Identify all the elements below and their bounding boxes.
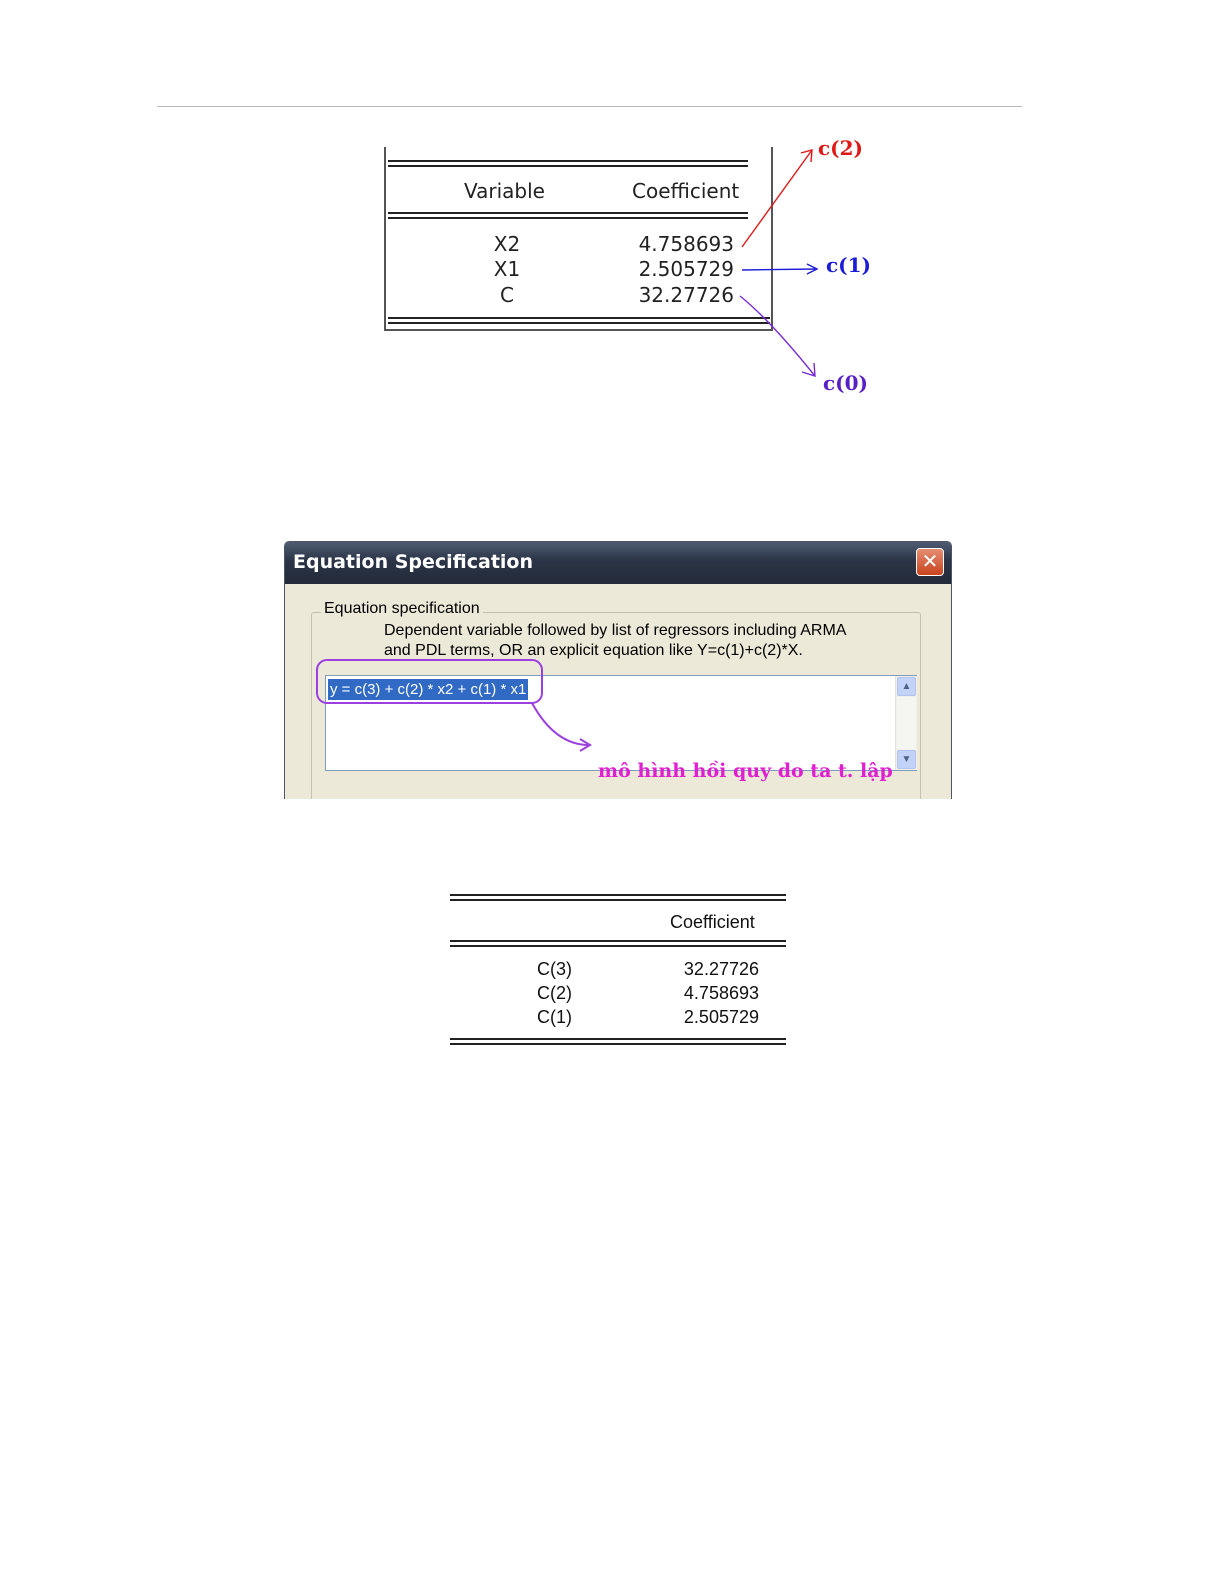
scroll-up-icon[interactable]: ▲ [897, 677, 916, 696]
table1-header-variable: Variable [464, 179, 545, 203]
description-line: Dependent variable followed by list of regressors including ARMA [384, 622, 847, 639]
table1-row-variable: X1 [493, 257, 521, 281]
table1-row-coefficient: 4.758693 [638, 232, 734, 256]
table2-row-name: C(1) [537, 1007, 572, 1027]
table1-row-coefficient: 32.27726 [638, 283, 734, 307]
description-line: and PDL terms, OR an explicit equation like Y=c(1)+c(2)*X. [384, 642, 803, 659]
table2-row-coefficient: 4.758693 [683, 983, 759, 1003]
equation-highlight-box [317, 660, 542, 703]
arrow-to-c0 [740, 296, 815, 376]
equation-selected-text[interactable]: y = c(3) + c(2) * x2 + c(1) * x1 [330, 681, 527, 698]
table2-header-double-rule [450, 940, 786, 947]
arrow-to-c2 [742, 150, 812, 247]
table2-top-double-rule [450, 894, 786, 901]
scroll-down-icon[interactable]: ▼ [897, 750, 916, 769]
table2-row-name: C(3) [537, 959, 572, 979]
group-label: Equation specification [321, 600, 483, 618]
annotation-arrows [0, 0, 1225, 420]
arrow-to-c1 [742, 264, 817, 274]
table1-row-variable: X2 [493, 232, 521, 256]
table2-row-coefficient: 2.505729 [683, 1007, 759, 1027]
table2-bottom-double-rule [450, 1038, 786, 1045]
annotation-c1: c(1) [826, 253, 872, 277]
table2-row-coefficient: 32.27726 [683, 959, 759, 979]
dialog-title: Equation Specification [293, 551, 534, 573]
table1-header-coefficient: Coefficient [632, 179, 740, 203]
table2-row-name: C(2) [537, 983, 572, 1003]
table1-row-coefficient: 2.505729 [638, 257, 734, 281]
table2-header-coefficient: Coefficient [670, 912, 755, 932]
close-icon[interactable]: ✕ [916, 548, 944, 576]
table1-row-variable: C [500, 283, 514, 307]
annotation-c0: c(0) [823, 371, 869, 395]
equation-annotation: mô hình hồi quy do ta t. lập [598, 760, 893, 782]
annotation-c2: c(2) [818, 136, 864, 160]
